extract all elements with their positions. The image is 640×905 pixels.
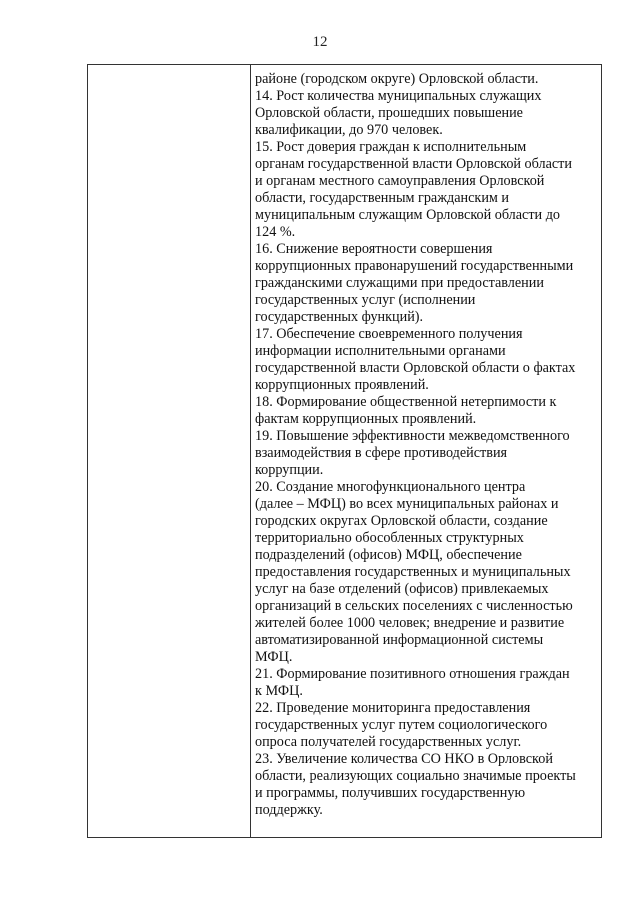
text-line: 16. Снижение вероятности совершения xyxy=(255,241,493,257)
results-table xyxy=(87,64,602,838)
text-line: государственной власти Орловской области о фактах xyxy=(255,360,576,376)
text-line: территориально обособленных структурных xyxy=(255,530,524,546)
text-line: 20. Создание многофункционального центра xyxy=(255,479,526,495)
column-divider xyxy=(250,65,251,837)
text-line: 17. Обеспечение своевременного получения xyxy=(255,326,523,342)
table-cell-left-empty xyxy=(88,65,250,837)
text-line: информации исполнительными органами xyxy=(255,343,506,359)
text-line: области, реализующих социально значимые проекты xyxy=(255,768,576,784)
text-line: коррупционных правонарушений государственными xyxy=(255,258,574,274)
text-line: муниципальным служащим Орловской области до xyxy=(255,207,561,223)
text-line: коррупционных проявлений. xyxy=(255,377,429,393)
page-number: 12 xyxy=(312,34,328,50)
text-line: коррупции. xyxy=(255,462,324,478)
text-line: 15. Рост доверия граждан к исполнительным xyxy=(255,139,527,155)
text-line: услуг на базе отделений (офисов) привлекаемых xyxy=(255,581,549,597)
text-line: гражданскими служащими при предоставлении xyxy=(255,275,544,291)
text-line: городских округах Орловской области, создание xyxy=(255,513,548,529)
text-line: к МФЦ. xyxy=(255,683,303,699)
text-line: 18. Формирование общественной нетерпимости к xyxy=(255,394,557,410)
text-line: 23. Увеличение количества СО НКО в Орловской xyxy=(255,751,553,767)
text-line: фактам коррупционных проявлений. xyxy=(255,411,477,427)
text-line: государственных услуг (исполнении xyxy=(255,292,476,308)
text-line: и программы, получивших государственную xyxy=(255,785,526,801)
text-line: подразделений (офисов) МФЦ, обеспечение xyxy=(255,547,522,563)
text-line: 21. Формирование позитивного отношения граждан xyxy=(255,666,570,682)
text-line: 19. Повышение эффективности межведомственного xyxy=(255,428,570,444)
table-cell-expected-results xyxy=(255,71,597,819)
text-line: МФЦ. xyxy=(255,649,293,665)
text-line: государственных функций). xyxy=(255,309,424,325)
text-line: органам государственной власти Орловской области xyxy=(255,156,572,172)
text-line: (далее – МФЦ) во всех муниципальных районах и xyxy=(255,496,559,512)
text-line: организаций в сельских поселениях с численностью xyxy=(255,598,573,614)
text-line: и органам местного самоуправления Орловской xyxy=(255,173,545,189)
text-line: 14. Рост количества муниципальных служащих xyxy=(255,88,542,104)
text-line: квалификации, до 970 человек. xyxy=(255,122,443,138)
text-line: поддержку. xyxy=(255,802,323,818)
text-line: государственных услуг путем социологического xyxy=(255,717,548,733)
text-line: 22. Проведение мониторинга предоставления xyxy=(255,700,531,716)
text-line: жителей более 1000 человек; внедрение и развитие xyxy=(255,615,565,631)
text-line: предоставления государственных и муниципальных xyxy=(255,564,571,580)
text-line: Орловской области, прошедших повышение xyxy=(255,105,523,121)
text-line: области, государственным гражданским и xyxy=(255,190,510,206)
text-line: автоматизированной информационной системы xyxy=(255,632,544,648)
text-line: взаимодействия в сфере противодействия xyxy=(255,445,508,461)
text-line: районе (городском округе) Орловской области. xyxy=(255,71,539,87)
text-line: 124 %. xyxy=(255,224,296,240)
text-line: опроса получателей государственных услуг. xyxy=(255,734,522,750)
